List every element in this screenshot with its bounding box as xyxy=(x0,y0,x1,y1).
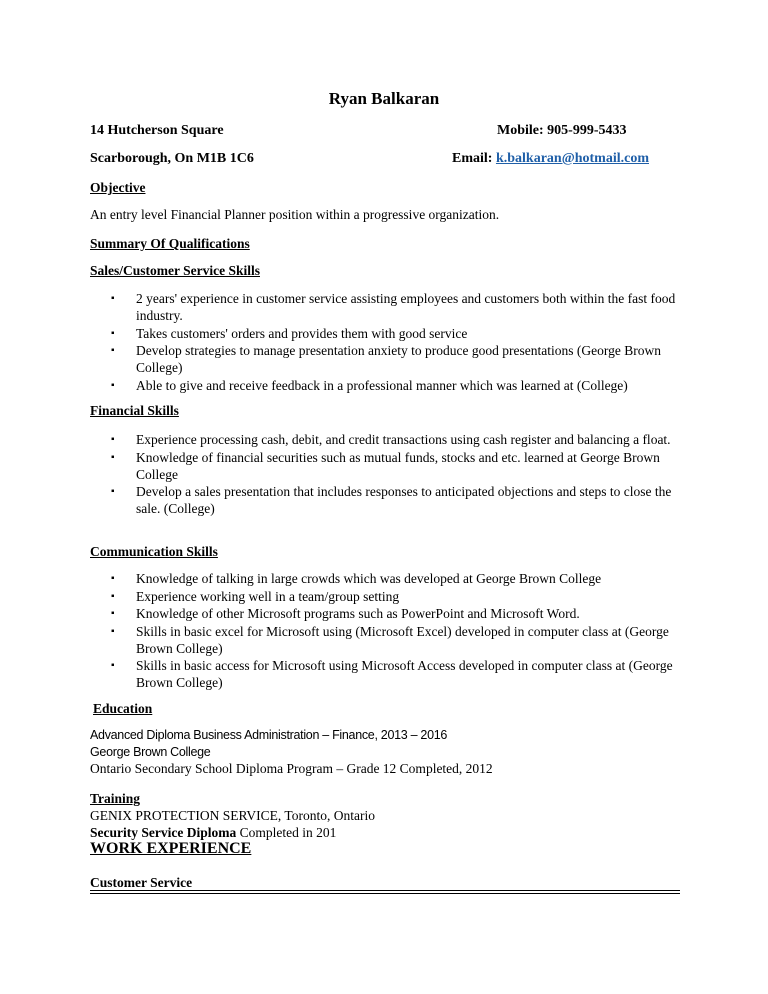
divider xyxy=(90,890,680,891)
list-item: ▪ Knowledge of talking in large crowds which was developed at George Brown College xyxy=(108,570,678,587)
list-item: ▪ Knowledge of other Microsoft programs such as PowerPoint and Microsoft Word. xyxy=(108,605,678,622)
address-line-2: Scarborough, On M1B 1C6 xyxy=(90,151,254,166)
training-diploma-status: Completed in 201 xyxy=(236,825,337,840)
sales-skills-list xyxy=(108,290,678,394)
list-item: ▪ 2 years' experience in customer service assisting employees and customers both within the fast food industry. xyxy=(108,290,678,324)
summary-heading: Summary Of Qualifications xyxy=(90,236,250,251)
training-heading: Training xyxy=(90,791,141,806)
list-item: ▪ Skills in basic access for Microsoft using Microsoft Access developed in computer class at (George Brown College) xyxy=(108,657,678,691)
email-row xyxy=(452,151,649,167)
divider xyxy=(90,893,680,894)
training-diploma xyxy=(90,825,336,841)
list-item: ▪ Experience working well in a team/group setting xyxy=(108,588,678,605)
education-heading: Education xyxy=(93,701,153,716)
list-item: ▪ Develop a sales presentation that includes responses to anticipated objections and steps to close the sale. (College) xyxy=(108,483,678,517)
education-secondary: Ontario Secondary School Diploma Program – Grade 12 Completed, 2012 xyxy=(90,761,493,776)
sales-skills-heading: Sales/Customer Service Skills xyxy=(90,263,260,278)
list-item: ▪ Takes customers' orders and provides them with good service xyxy=(108,325,678,342)
financial-skills-list xyxy=(108,431,678,518)
list-item: ▪ Experience processing cash, debit, and credit transactions using cash register and balancing a float. xyxy=(108,431,678,448)
mobile-number: Mobile: 905-999-5433 xyxy=(497,123,627,138)
financial-skills-heading: Financial Skills xyxy=(90,403,179,418)
education-degree: Advanced Diploma Business Administration – Finance, 2013 – 2016 xyxy=(90,728,448,742)
list-item: ▪ Knowledge of financial securities such as mutual funds, stocks and etc. learned at George Brown College xyxy=(108,449,678,483)
training-provider: GENIX PROTECTION SERVICE, Toronto, Ontario xyxy=(90,808,375,823)
objective-text: An entry level Financial Planner position within a progressive organization. xyxy=(90,207,500,222)
email-link[interactable]: k.balkaran@hotmail.com xyxy=(495,151,649,166)
candidate-name: Ryan Balkaran xyxy=(328,89,440,108)
training-diploma-title: Security Service Diploma xyxy=(90,825,237,840)
customer-service-subheading: Customer Service xyxy=(90,875,193,890)
work-experience-heading: WORK EXPERIENCE xyxy=(90,840,252,857)
communication-skills-list xyxy=(108,570,678,692)
objective-heading: Objective xyxy=(90,180,146,195)
list-item: ▪ Skills in basic excel for Microsoft using (Microsoft Excel) developed in computer class at (George Brown College) xyxy=(108,623,678,657)
communication-skills-heading: Communication Skills xyxy=(90,544,218,559)
address-line-1: 14 Hutcherson Square xyxy=(90,123,224,138)
list-item: ▪ Develop strategies to manage presentation anxiety to produce good presentations (George Brown College) xyxy=(108,342,678,376)
education-school: George Brown College xyxy=(90,745,211,759)
list-item: ▪ Able to give and receive feedback in a professional manner which was learned at (College) xyxy=(108,377,678,394)
email-label: Email: xyxy=(452,151,493,166)
